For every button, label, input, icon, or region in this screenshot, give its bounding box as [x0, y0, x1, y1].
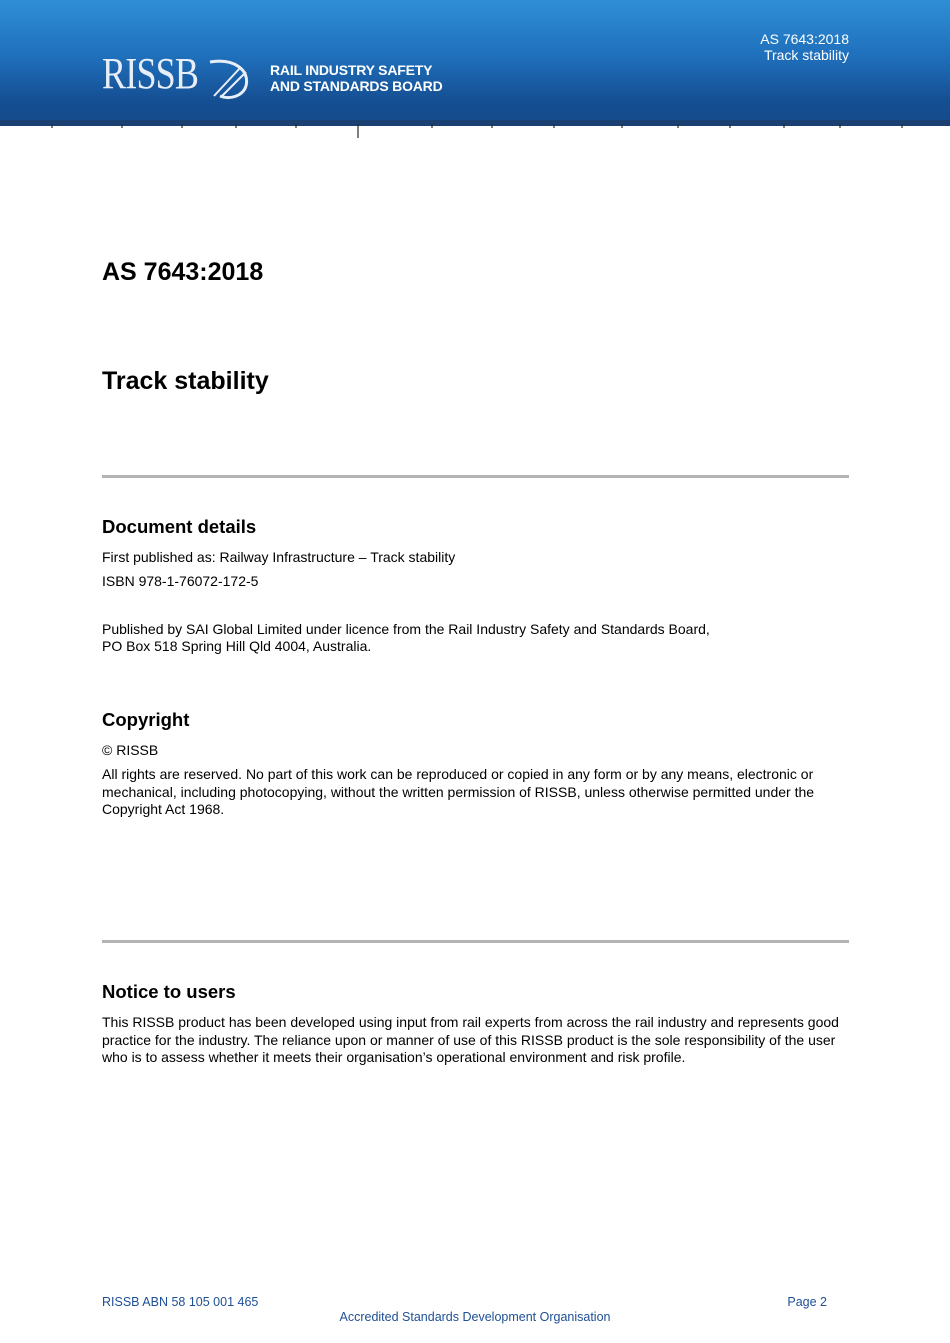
- header-tick-marks: [0, 122, 950, 140]
- header-document-reference: [760, 31, 849, 63]
- isbn-text: ISBN 978-1-76072-172-5: [102, 573, 259, 589]
- document-title: Track stability: [102, 367, 269, 395]
- logo-tagline-line1: RAIL INDUSTRY SAFETY: [270, 62, 433, 78]
- copyright-owner: © RISSB: [102, 742, 159, 758]
- section-divider: [102, 940, 849, 943]
- header-doc-subject: Track stability: [763, 47, 849, 63]
- footer-page-number: Page 2: [787, 1295, 827, 1309]
- rissb-logo-wordmark: RISSB: [102, 49, 199, 98]
- first-published-text: First published as: Railway Infrastructure – Track stability: [102, 549, 456, 565]
- document-details-heading: Document details: [102, 516, 257, 537]
- document-code: AS 7643:2018: [102, 258, 264, 286]
- publisher-line-2: PO Box 518 Spring Hill Qld 4004, Australia.: [102, 638, 372, 654]
- notice-text: This RISSB product has been developed using input from rail experts from across the rail industry and represents good practice for the industry. The reliance upon or manner of use of this RISSB product is the sole responsibility of the user who is to assess whether it meets their organisation’s operational environment and risk profile.: [102, 1014, 839, 1065]
- copyright-text: All rights are reserved. No part of this work can be reproduced or copied in any form or by any means, electronic or mechanical, including photocopying, without the written permission of RISSB, unless otherwise permitted under the Copyright Act 1968.: [102, 766, 815, 817]
- rissb-logo-tagline: [270, 62, 443, 94]
- copyright-heading: Copyright: [102, 709, 190, 730]
- publisher-line-1: Published by SAI Global Limited under licence from the Rail Industry Safety and Standards Board,: [102, 621, 710, 637]
- footer-accreditation: Accredited Standards Development Organisation: [339, 1310, 611, 1324]
- logo-tagline-line2: AND STANDARDS BOARD: [270, 78, 443, 94]
- notice-heading: Notice to users: [102, 981, 236, 1002]
- section-divider: [102, 475, 849, 478]
- rissb-logo-mark-icon: [206, 56, 252, 100]
- footer-abn: RISSB ABN 58 105 001 465: [102, 1295, 259, 1309]
- header-doc-code: AS 7643:2018: [760, 31, 849, 47]
- page-header: [0, 0, 950, 126]
